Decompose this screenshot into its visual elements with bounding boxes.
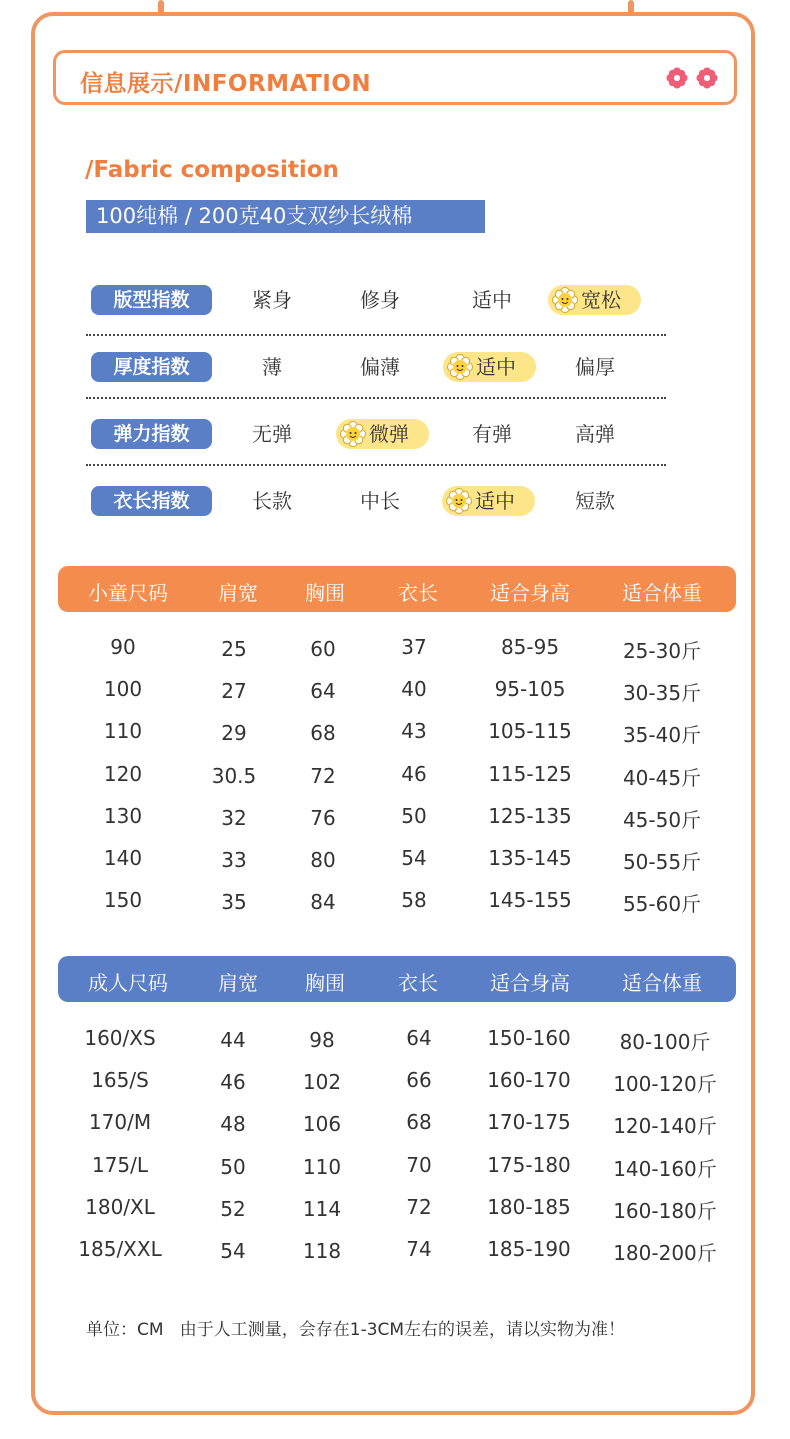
- card-tab-right: [628, 0, 634, 16]
- index-option: [335, 486, 425, 516]
- table-cell: 175-180: [487, 1152, 571, 1177]
- table-cell: 120-140斤: [613, 1114, 717, 1139]
- table-cell: 180-185: [487, 1194, 571, 1219]
- table-cell: 85-95: [500, 635, 560, 659]
- table-row: [58, 625, 736, 667]
- table-cell: 72: [310, 763, 336, 788]
- table-cell: 29: [221, 721, 247, 746]
- index-row: [86, 481, 666, 521]
- column-header: 适合身高: [490, 581, 570, 605]
- column-header: 衣长: [398, 581, 438, 605]
- table-row: [58, 878, 736, 920]
- index-row: [86, 280, 666, 320]
- table-cell: 70: [406, 1152, 432, 1177]
- table-cell: 95-105: [494, 677, 566, 702]
- table-cell: 54: [220, 1239, 246, 1263]
- table-cell: 175/L: [91, 1152, 149, 1177]
- index-option: [227, 352, 317, 382]
- table-cell: 160/XS: [84, 1026, 156, 1050]
- index-row: [86, 414, 666, 454]
- table-cell: 140: [103, 846, 143, 870]
- table-cell: 114: [302, 1196, 342, 1221]
- table-cell: 180/XL: [85, 1194, 155, 1219]
- table-cell: 135-145: [488, 846, 572, 870]
- column-header: 胸围: [305, 581, 345, 605]
- flower-icon: [696, 67, 718, 89]
- table-cell: 170-175: [487, 1110, 571, 1135]
- table-cell: 48: [220, 1112, 246, 1137]
- table-row: [58, 794, 736, 836]
- table-cell: 50: [401, 803, 427, 828]
- dotted-divider: [86, 464, 666, 466]
- table-cell: 140-160斤: [613, 1156, 717, 1181]
- dotted-divider: [86, 397, 666, 399]
- table-cell: 37: [401, 635, 427, 659]
- column-header: 小童尺码: [88, 581, 168, 605]
- table-cell: 64: [310, 679, 336, 704]
- table-cell: 40-45斤: [622, 765, 702, 790]
- measurement-note: 单位：CM 由于人工测量，会存在1-3CM左右的误差，请以实物为准！: [86, 1320, 626, 1340]
- index-row: [86, 347, 666, 387]
- card-tab-left: [158, 0, 164, 16]
- table-header: [58, 566, 736, 612]
- fabric-section-title: /Fabric composition: [85, 157, 339, 183]
- table-header: [58, 956, 736, 1002]
- index-label: 衣长指数: [91, 486, 212, 516]
- table-cell: 74: [406, 1237, 432, 1261]
- index-option: [447, 419, 537, 449]
- table-cell: 100-120斤: [613, 1072, 717, 1097]
- fabric-composition: 100纯棉 / 200克40支双纱长绒棉: [86, 200, 485, 233]
- table-cell: 125-135: [488, 803, 572, 828]
- table-row: [58, 667, 736, 709]
- header-title: 信息展示/INFORMATION: [80, 71, 372, 97]
- table-row: [58, 1143, 736, 1185]
- index-option-label: 高弹: [575, 422, 615, 446]
- table-cell: 40: [401, 677, 427, 702]
- dotted-divider: [86, 334, 666, 336]
- index-option-selected: [548, 285, 641, 315]
- table-cell: 98: [309, 1028, 335, 1052]
- index-option-selected: [442, 486, 535, 516]
- table-cell: 115-125: [488, 761, 572, 786]
- index-option-label: 宽松: [581, 288, 621, 312]
- column-header: 适合身高: [490, 971, 570, 995]
- table-cell: 180-200斤: [613, 1241, 717, 1265]
- index-option-selected: [443, 352, 536, 382]
- index-option-label: 适中: [475, 489, 515, 513]
- index-label: 弹力指数: [91, 419, 212, 449]
- index-option-label: 偏厚: [575, 355, 615, 379]
- table-cell: 66: [406, 1068, 432, 1093]
- index-option-label: 有弹: [472, 422, 512, 446]
- column-header: 适合体重: [622, 971, 702, 995]
- table-cell: 60: [310, 637, 336, 661]
- index-option: [227, 419, 317, 449]
- smiley-flower-icon: [447, 354, 473, 380]
- smiley-flower-icon: [340, 421, 366, 447]
- table-cell: 30.5: [211, 763, 257, 788]
- table-row: [58, 836, 736, 878]
- index-option-label: 无弹: [252, 422, 292, 446]
- table-cell: 80: [310, 848, 336, 872]
- table-cell: 84: [310, 890, 336, 915]
- index-option: [227, 285, 317, 315]
- table-cell: 32: [221, 805, 247, 830]
- index-option: [335, 352, 425, 382]
- smiley-flower-icon: [552, 287, 578, 313]
- table-cell: 46: [401, 761, 427, 786]
- table-cell: 64: [406, 1026, 432, 1050]
- table-cell: 44: [220, 1028, 246, 1052]
- table-cell: 33: [221, 848, 247, 872]
- table-cell: 150-160: [487, 1026, 571, 1050]
- table-cell: 45-50斤: [622, 807, 702, 832]
- table-cell: 160-180斤: [613, 1198, 717, 1223]
- table-cell: 80-100斤: [619, 1030, 711, 1054]
- info-header: [53, 50, 737, 105]
- table-cell: 46: [220, 1070, 246, 1095]
- table-row: [58, 1227, 736, 1269]
- table-cell: 54: [401, 846, 427, 870]
- index-option-label: 偏薄: [360, 355, 400, 379]
- table-cell: 110: [103, 719, 143, 744]
- index-option-selected: [336, 419, 429, 449]
- table-cell: 106: [302, 1112, 342, 1137]
- table-cell: 102: [302, 1070, 342, 1095]
- table-cell: 145-155: [488, 888, 572, 913]
- table-cell: 55-60斤: [622, 892, 702, 917]
- table-row: [58, 1058, 736, 1100]
- table-cell: 43: [401, 719, 427, 744]
- table-cell: 58: [401, 888, 427, 913]
- table-cell: 25: [221, 637, 247, 661]
- column-header: 肩宽: [218, 971, 258, 995]
- table-cell: 35-40斤: [622, 723, 702, 748]
- index-option: [227, 486, 317, 516]
- column-header: 衣长: [398, 971, 438, 995]
- index-option: [447, 285, 537, 315]
- column-header: 适合体重: [622, 581, 702, 605]
- index-option-label: 中长: [360, 489, 400, 513]
- table-cell: 27: [221, 679, 247, 704]
- index-label: 厚度指数: [91, 352, 212, 382]
- table-cell: 150: [103, 888, 143, 913]
- index-option-label: 微弹: [369, 422, 409, 446]
- column-header: 成人尺码: [88, 971, 168, 995]
- table-cell: 105-115: [488, 719, 572, 744]
- table-cell: 68: [406, 1110, 432, 1135]
- table-cell: 185/XXL: [78, 1237, 162, 1261]
- flower-icon: [666, 67, 688, 89]
- column-header: 肩宽: [218, 581, 258, 605]
- index-option: [550, 419, 640, 449]
- index-option-label: 紧身: [252, 288, 292, 312]
- table-cell: 118: [302, 1239, 342, 1263]
- table-row: [58, 1100, 736, 1142]
- table-cell: 170/M: [88, 1110, 152, 1135]
- table-cell: 165/S: [91, 1068, 149, 1093]
- table-cell: 25-30斤: [622, 639, 702, 663]
- table-cell: 50: [220, 1154, 246, 1179]
- table-cell: 30-35斤: [622, 681, 702, 706]
- table-row: [58, 1016, 736, 1058]
- table-row: [58, 752, 736, 794]
- table-cell: 90: [110, 635, 136, 659]
- index-option-label: 薄: [262, 355, 282, 379]
- index-option: [335, 285, 425, 315]
- table-cell: 185-190: [487, 1237, 571, 1261]
- index-option-label: 适中: [472, 288, 512, 312]
- table-cell: 130: [103, 803, 143, 828]
- index-option: [550, 352, 640, 382]
- table-row: [58, 709, 736, 751]
- table-cell: 72: [406, 1194, 432, 1219]
- table-cell: 120: [103, 761, 143, 786]
- table-cell: 76: [310, 805, 336, 830]
- table-cell: 68: [310, 721, 336, 746]
- table-cell: 35: [221, 890, 247, 915]
- index-option-label: 修身: [360, 288, 400, 312]
- smiley-flower-icon: [446, 488, 472, 514]
- index-label: 版型指数: [91, 285, 212, 315]
- index-option-label: 短款: [575, 489, 615, 513]
- index-option: [550, 486, 640, 516]
- index-option-label: 长款: [252, 489, 292, 513]
- table-cell: 52: [220, 1196, 246, 1221]
- table-cell: 100: [103, 677, 143, 702]
- table-cell: 110: [302, 1154, 342, 1179]
- table-cell: 50-55斤: [622, 850, 702, 874]
- index-option-label: 适中: [476, 355, 516, 379]
- table-cell: 160-170: [487, 1068, 571, 1093]
- table-row: [58, 1185, 736, 1227]
- column-header: 胸围: [305, 971, 345, 995]
